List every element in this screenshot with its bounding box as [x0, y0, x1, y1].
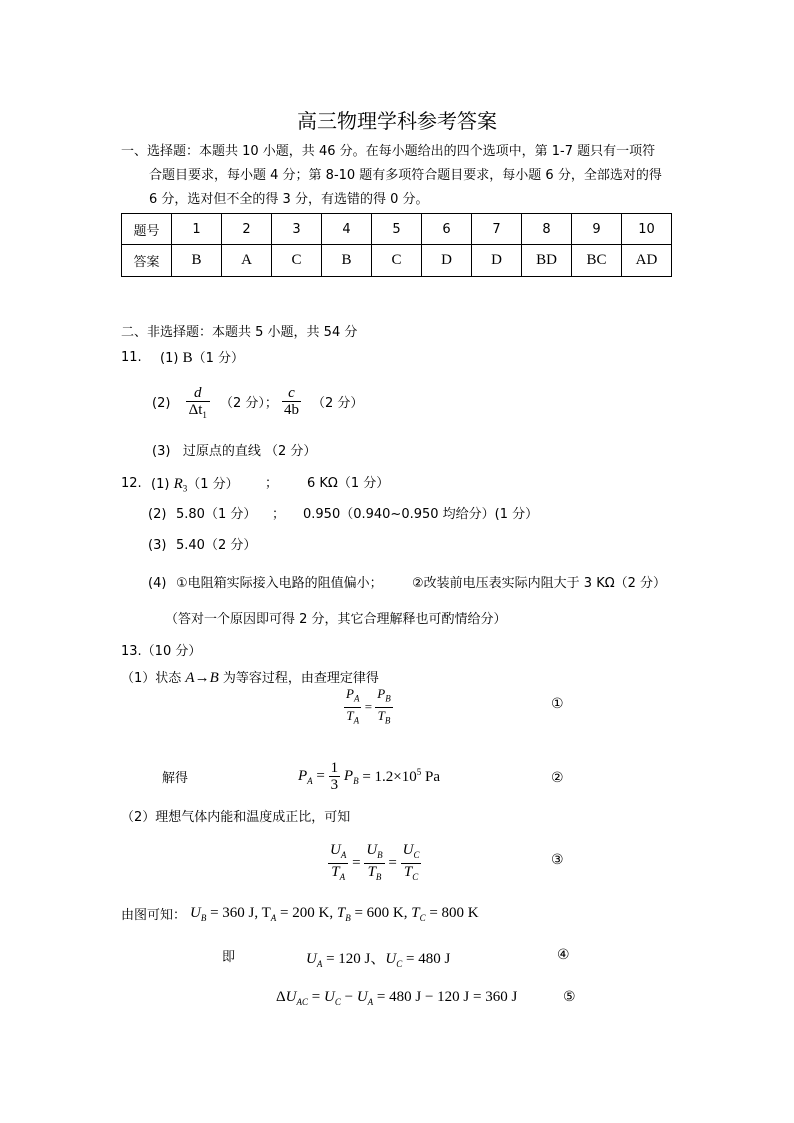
table-cell-number: 7	[472, 214, 522, 245]
section1-line3: 6 分，选对但不全的得 3 分，有选错的得 0 分。	[149, 192, 429, 207]
q12-p2-a: 5.80（1 分）	[176, 507, 257, 522]
eq2-frac-den: 3	[330, 777, 339, 793]
table-cell-answer: AD	[622, 245, 672, 277]
table-cell-answer: B	[172, 245, 222, 277]
table-cell-answer: C	[372, 245, 422, 277]
eq4-label: 即	[222, 950, 236, 965]
q11-f2-num: c	[282, 385, 301, 402]
equation-charles-law: $\frac{P_A}{T_A}$ = $\frac{P_B}{T_B}$	[346, 686, 391, 726]
table-row-numbers	[122, 214, 672, 245]
q12-p3-text: 5.40（2 分）	[176, 538, 257, 553]
table-cell-answer: D	[422, 245, 472, 277]
q13-part1-intro	[121, 667, 379, 690]
table-cell-number: 5	[372, 214, 422, 245]
q12-p3-label: (3)	[148, 538, 167, 553]
eq2-unit: Pa	[421, 769, 440, 785]
q11-p1-answer: B	[182, 350, 193, 366]
q11-p1-score: （1 分）	[192, 351, 244, 366]
q12-p2-sep: ；	[272, 507, 286, 522]
q12-p1-sep: ；	[265, 476, 279, 491]
q13-p1-intro-b: A→B	[185, 670, 219, 686]
q12-p1-r: R	[173, 476, 183, 492]
table-cell-answer: B	[322, 245, 372, 277]
eq2-rhs: = 1.2×10	[362, 769, 417, 785]
graph-vals: = 360 J, T	[210, 905, 271, 921]
q12-number: 12.	[121, 476, 142, 491]
table-cell-number: 10	[622, 214, 672, 245]
table-cell-number: 4	[322, 214, 372, 245]
equation-ua-uc: $U_A = 120$ J、$U_C = 480$ J	[306, 951, 451, 969]
table-cell-answer: BD	[522, 245, 572, 277]
answer-table	[121, 213, 672, 277]
table-cell-number: 3	[272, 214, 322, 245]
section1-line1: 一、选择题：本题共 10 小题，共 46 分。在每小题给出的四个选项中，第 1-7 题只有一项符	[121, 144, 656, 159]
q11-part1	[160, 347, 244, 370]
q11-p3-label: (3)	[152, 444, 171, 459]
q12-p4-a: ①电阻箱实际接入电路的阻值偏小；	[176, 576, 383, 591]
eq2-exp: 5	[416, 767, 422, 777]
q12-p2-b: 0.950（0.940~0.950 均给分）(1 分）	[303, 507, 539, 522]
eq4-marker: ④	[557, 947, 570, 963]
table-cell-answer: BC	[572, 245, 622, 277]
table-cell-number: 9	[572, 214, 622, 245]
equation-energy-ratio: $\frac{U_A}{T_A}$ = $\frac{U_B}{T_B}$ = $\frac{U_C}{T_C}$	[330, 842, 420, 882]
eq2-marker: ②	[551, 770, 564, 786]
q11-f2-den: 4b	[284, 402, 299, 418]
q12-part1	[151, 473, 239, 500]
q12-p4-label: (4)	[148, 576, 167, 591]
eq3-marker: ③	[551, 852, 564, 868]
q11-p2-score1: （2 分）；	[220, 396, 278, 411]
section1-line2: 合题目要求，每小题 4 分；第 8-10 题有多项符合题目要求，每小题 6 分，全部选对的得	[149, 168, 662, 183]
q11-f1-num: d	[186, 385, 210, 402]
table-cell-answer: C	[272, 245, 322, 277]
q13-part2-intro: （2）理想气体内能和温度成正比，可知	[121, 810, 351, 825]
q12-p1-label: (1)	[151, 477, 170, 492]
table-row-answers	[122, 245, 672, 277]
q11-p1-label: (1)	[160, 351, 179, 366]
table-cell-number: 6	[422, 214, 472, 245]
q11-part3	[152, 441, 316, 463]
eq1-marker: ①	[551, 696, 564, 712]
table-cell-number: 8	[522, 214, 572, 245]
q11-f1-sub: 1	[202, 410, 207, 420]
table-header-label: 题号	[122, 214, 172, 245]
table-cell-answer: D	[472, 245, 522, 277]
q11-p3-text: 过原点的直线 （2 分）	[182, 444, 317, 459]
eq2-frac-num: 1	[330, 760, 339, 776]
equation-graph-values: $U_B = 360$ J, $T_A = 200$ K, $T_B = 600$ K, $T_C = 800$ K	[190, 905, 479, 923]
solve-label: 解得	[162, 771, 189, 786]
q12-p1-value: 6 KΩ（1 分）	[307, 476, 390, 491]
q13-number: 13.（10 分）	[121, 644, 202, 659]
q13-p1-intro-a: （1）状态	[121, 671, 186, 686]
graph-label: 由图可知：	[121, 908, 187, 923]
q11-number: 11.	[121, 350, 142, 365]
table-cell-number: 2	[222, 214, 272, 245]
table-answer-label: 答案	[122, 245, 172, 277]
table-cell-number: 1	[172, 214, 222, 245]
q12-p4-b: ②改装前电压表实际内阻大于 3 KΩ（2 分）	[412, 576, 667, 591]
equation-delta-u: $\Delta U_{AC} = U_C - U_A = 480$ J − 120 J = 360 J	[276, 989, 518, 1007]
q11-f1-den: Δt	[188, 402, 203, 418]
page-title: 高三物理学科参考答案	[297, 109, 497, 133]
q12-p2-label: (2)	[148, 507, 167, 522]
q12-p1-sub: 3	[182, 483, 188, 494]
q11-p2-label: (2)	[152, 396, 171, 411]
q11-p2-score2: （2 分）	[312, 396, 364, 411]
section2-heading: 二、非选择题：本题共 5 小题，共 54 分	[121, 325, 358, 340]
q11-fraction-c-4b	[282, 385, 301, 418]
q12-note: （答对一个原因即可得 2 分，其它合理解释也可酌情给分）	[165, 612, 507, 627]
equation-pa-result: $P_A$ = $\frac{1}{3}$ $P_B = 1.2\times 10^5$ Pa	[298, 760, 440, 793]
eq5-marker: ⑤	[563, 989, 576, 1005]
table-cell-answer: A	[222, 245, 272, 277]
q11-fraction-d-dt	[186, 385, 210, 423]
q13-p1-intro-c: 为等容过程，由查理定律得	[218, 671, 379, 686]
q12-p1-score: （1 分）	[187, 477, 239, 492]
